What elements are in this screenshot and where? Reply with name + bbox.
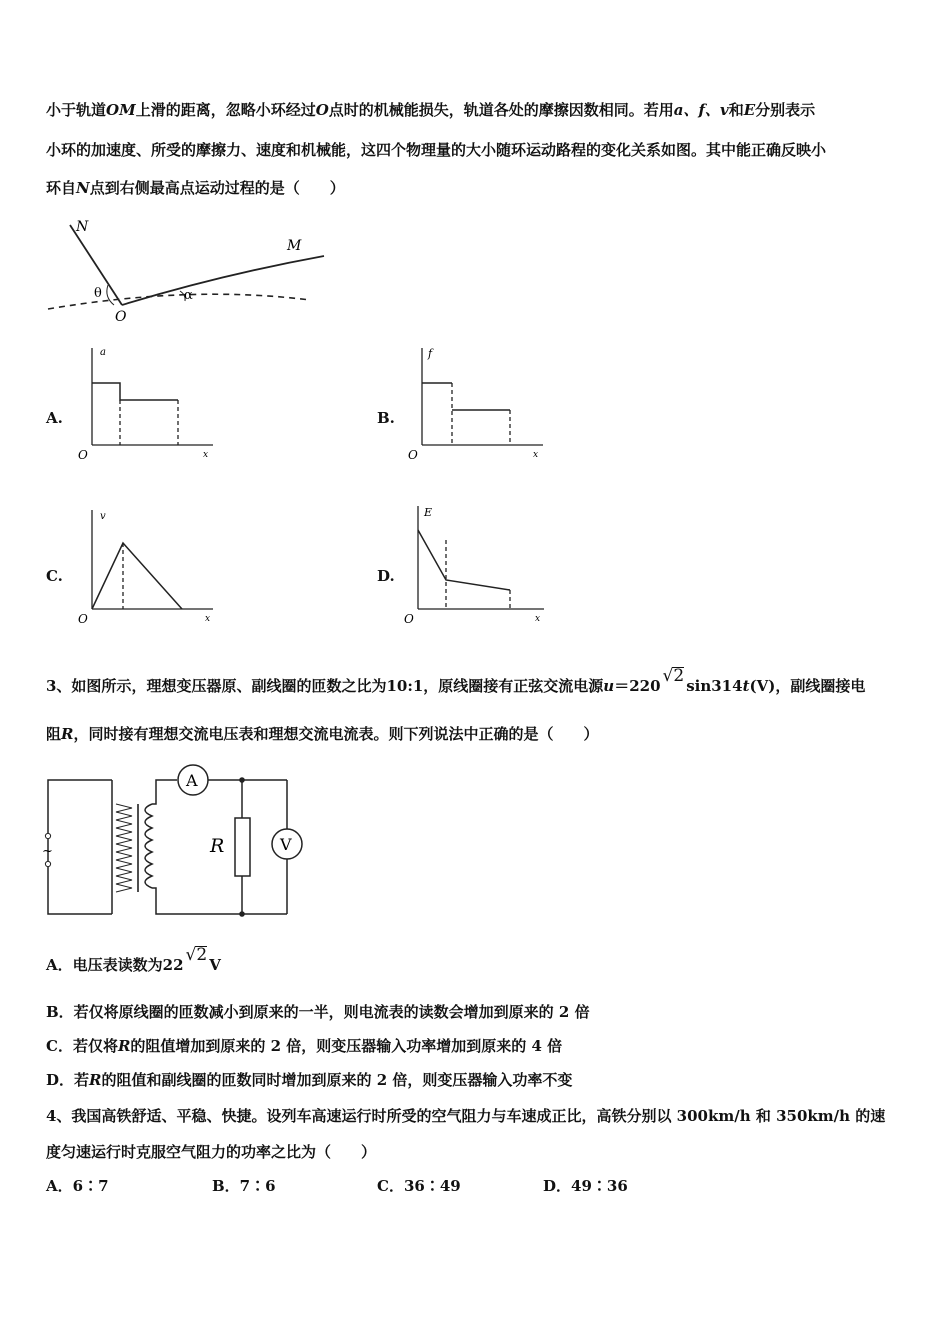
option-c-label[interactable]: C. [46, 567, 63, 585]
graph-a-x-label: x [203, 450, 209, 460]
resistor-icon [235, 818, 250, 876]
resistor-label: R [210, 835, 225, 857]
q3-option-d[interactable]: D．若R的阻值和副线圈的匝数同时增加到原来的 2 倍，则变压器输入功率不变 [46, 1071, 573, 1089]
graph-b-x-label: x [533, 450, 539, 460]
graph-a [78, 343, 228, 468]
sqrt-sign: √ 2 [662, 666, 685, 686]
graph-a-y-label: a [100, 347, 106, 358]
graph-b-origin: O [408, 448, 418, 462]
graph-b-y-label: f [428, 347, 433, 360]
q2-line-3: 环自N点到右侧最高点运动过程的是（ ） [46, 179, 345, 197]
option-d-label[interactable]: D. [377, 567, 395, 585]
transformer-circuit [44, 764, 309, 920]
graph-d [404, 502, 559, 630]
graph-c-origin: O [78, 612, 88, 626]
q4-line-2: 度匀速运行时克服空气阻力的功率之比为（ ） [46, 1143, 377, 1161]
q2-line-2: 小环的加速度、所受的摩擦力、速度和机械能，这四个物理量的大小随环运动路程的变化关系如图。其中能正确反映小 [46, 141, 827, 159]
label-theta: θ [94, 286, 102, 301]
ammeter-label: A [186, 771, 198, 790]
q3-line-1: 3、如图所示，理想变压器原、副线圈的匝数之比为10:1，原线圈接有正弦交流电源u＝220 √ 2 sin314t(V)，副线圈接电 [46, 666, 866, 695]
q2-line-1: 小于轨道OM上滑的距离，忽略小环经过O点时的机械能损失，轨道各处的摩擦因数相同。若用a、f、v和E分别表示 [46, 101, 816, 119]
graph-a-origin: O [78, 448, 88, 462]
q4-option-a[interactable]: A．6∶7 [46, 1177, 109, 1195]
q4-option-b[interactable]: B．7∶6 [212, 1177, 276, 1195]
voltmeter-label: V [280, 835, 292, 854]
q4-option-c[interactable]: C．36∶49 [377, 1177, 461, 1195]
label-alpha: α [184, 288, 193, 303]
q4-line-1: 4、我国高铁舒适、平稳、快捷。设列车高速运行时所受的空气阻力与车速成正比，高铁分别以 300km/h 和 350km/h 的速 [46, 1107, 886, 1125]
graph-d-y-label: E [424, 506, 433, 519]
option-b-label[interactable]: B. [377, 409, 395, 427]
track-diagram [40, 215, 340, 325]
graph-b [408, 343, 558, 468]
graph-c-x-label: x [205, 614, 211, 624]
q3-option-a[interactable]: A．电压表读数为22 √ 2 V [46, 945, 221, 974]
source-symbol: ~ [42, 844, 53, 859]
q3-line-2: 阻R，同时接有理想交流电压表和理想交流电流表。则下列说法中正确的是（ ） [46, 725, 599, 743]
label-n: N [76, 219, 89, 235]
q3-option-b[interactable]: B．若仅将原线圈的匝数减小到原来的一半，则电流表的读数会增加到原来的 2 倍 [46, 1003, 590, 1021]
label-o: O [115, 309, 127, 325]
graph-d-origin: O [404, 612, 414, 626]
graph-d-x-label: x [535, 614, 541, 624]
option-a-label[interactable]: A. [46, 409, 63, 427]
graph-c-y-label: v [100, 511, 106, 522]
q4-option-d[interactable]: D．49∶36 [543, 1177, 628, 1195]
graph-c [78, 505, 228, 630]
q3-option-c[interactable]: C．若仅将R的阻值增加到原来的 2 倍，则变压器输入功率增加到原来的 4 倍 [46, 1037, 563, 1055]
label-m: M [287, 238, 302, 254]
